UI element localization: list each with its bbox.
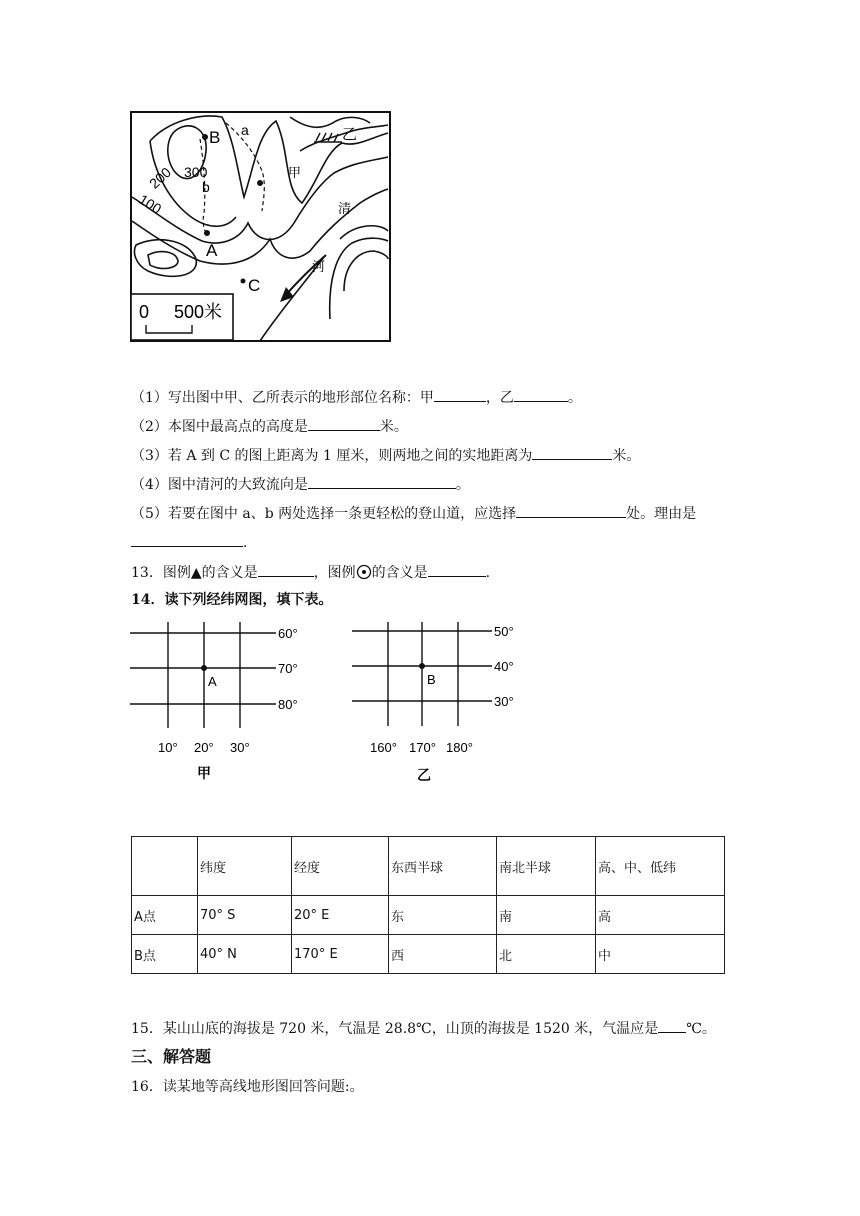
- table-header-cell: 南北半球: [497, 837, 596, 896]
- section-title: 三、解答题: [131, 1047, 212, 1066]
- lon-label-170: 170°: [409, 740, 436, 755]
- lat-label-40: 40°: [494, 659, 514, 674]
- q12-part2: [131, 416, 408, 437]
- scale-zero: 0: [139, 302, 150, 322]
- label-300: 300: [184, 164, 208, 180]
- q13-mid: ，图例: [313, 565, 356, 581]
- table-header-cell: 纬度: [198, 837, 292, 896]
- table-cell: A点: [132, 896, 198, 935]
- q12-part1-end: 。: [567, 390, 582, 406]
- q12-part2-end: 米。: [379, 419, 408, 435]
- q12-part5-tail: .: [243, 535, 248, 551]
- grid-point-A: [201, 665, 207, 671]
- lon-label-10: 10°: [158, 740, 178, 755]
- q15: [131, 1018, 716, 1039]
- q16: 16．读某地等高线地形图回答问题:。: [131, 1079, 364, 1095]
- q14-title: 14．读下列经纬网图，填下表。: [131, 592, 333, 608]
- label-yi: 乙: [342, 126, 358, 143]
- q12-part4-text: （4）图中清河的大致流向是: [131, 477, 308, 493]
- table-cell: 40° N: [198, 935, 292, 974]
- q12-part3: [131, 445, 640, 466]
- label-100: 100: [136, 191, 165, 217]
- q12-part5-end: 处。理由是: [626, 506, 697, 522]
- table-header-cell: [132, 837, 198, 896]
- lon-label-30: 30°: [230, 740, 250, 755]
- contour-map: [130, 111, 392, 343]
- label-jia: 甲: [288, 165, 302, 180]
- q12-part1-text: （1）写出图中甲、乙所表示的地形部位名称：甲: [131, 390, 434, 406]
- answer-blank-yi[interactable]: [514, 387, 568, 402]
- answer-blank-triangle[interactable]: [258, 562, 314, 577]
- lat-label-30: 30°: [494, 694, 514, 709]
- q13-end: .: [485, 565, 491, 581]
- table-cell: 北: [497, 935, 596, 974]
- answer-blank-highest[interactable]: [308, 416, 380, 431]
- capital-circle-icon: [356, 564, 372, 580]
- answer-blank-flow[interactable]: [308, 474, 456, 489]
- label-b: b: [202, 179, 210, 195]
- q12-part3-end: 米。: [612, 448, 641, 464]
- point-jia: [257, 180, 263, 186]
- label-C: C: [248, 276, 261, 295]
- lat-lon-grid-yi: [352, 622, 528, 788]
- answer-blank-jia[interactable]: [434, 387, 486, 402]
- table-cell: 高: [596, 896, 725, 935]
- grid-caption-jia: 甲: [197, 765, 211, 781]
- label-200: 200: [146, 164, 175, 192]
- table-cell: B点: [132, 935, 198, 974]
- q12-part3-text: （3）若 A 到 C 的图上距离为 1 厘米，则两地之间的实地距离为: [131, 448, 533, 464]
- label-a: a: [241, 122, 249, 138]
- table-header-cell: 东西半球: [389, 837, 497, 896]
- q12-part4: [131, 474, 470, 495]
- grid-caption-yi: 乙: [417, 767, 431, 783]
- label-A: A: [206, 241, 218, 260]
- grid-point-B: [419, 663, 425, 669]
- table-cell: 南: [497, 896, 596, 935]
- q13-mid2: 的含义是: [371, 565, 428, 581]
- lon-label-180: 180°: [446, 740, 473, 755]
- table-cell: 西: [389, 935, 497, 974]
- table-cell: 20° E: [292, 896, 389, 935]
- q12-part1: [131, 387, 582, 408]
- grid-point-A-label: A: [208, 674, 217, 689]
- label-he: 河: [312, 259, 326, 274]
- table-header-cell: 经度: [292, 837, 389, 896]
- table-header-row: [132, 837, 725, 896]
- q13: [131, 562, 490, 583]
- answer-blank-reason[interactable]: [131, 532, 243, 547]
- answer-blank-temperature[interactable]: [658, 1018, 686, 1033]
- label-B: B: [209, 128, 221, 147]
- table-header-cell: 高、中、低纬: [596, 837, 725, 896]
- table-cell: 东: [389, 896, 497, 935]
- table-cell: 70° S: [198, 896, 292, 935]
- lon-label-20: 20°: [194, 740, 214, 755]
- lat-label-80: 80°: [278, 697, 298, 712]
- q12-part1-mid: ，乙: [485, 390, 514, 406]
- q15-text: 15．某山山底的海拔是 720 米，气温是 28.8℃，山顶的海拔是 1520 米，气温应是: [131, 1021, 659, 1037]
- lat-lon-grid-jia: [130, 622, 310, 788]
- q13-text: 13．图例▲的含义是: [131, 565, 258, 581]
- q15-end: ℃。: [686, 1021, 716, 1037]
- q12-part4-end: 。: [455, 477, 470, 493]
- label-qing: 清: [338, 201, 352, 216]
- point-C: [241, 279, 246, 284]
- table-row: [132, 935, 725, 974]
- scale-distance: 500米: [174, 302, 223, 322]
- table-cell: 170° E: [292, 935, 389, 974]
- q12-part5-reason: [131, 532, 247, 553]
- point-B: [202, 134, 208, 140]
- grid-point-B-label: B: [427, 672, 436, 687]
- q12-part5-text: （5）若要在图中 a、b 两处选择一条更轻松的登山道，应选择: [131, 506, 517, 522]
- answer-blank-trail[interactable]: [516, 503, 626, 518]
- point-A: [204, 230, 210, 236]
- lon-label-160: 160°: [370, 740, 397, 755]
- coordinates-table: [131, 836, 725, 974]
- lat-label-70: 70°: [278, 661, 298, 676]
- answer-blank-distance[interactable]: [532, 445, 612, 460]
- lat-label-60: 60°: [278, 626, 298, 641]
- table-row: [132, 896, 725, 935]
- q12-part5: [131, 503, 696, 524]
- table-cell: 中: [596, 935, 725, 974]
- lat-label-50: 50°: [494, 624, 514, 639]
- q12-part2-text: （2）本图中最高点的高度是: [131, 419, 308, 435]
- answer-blank-circle[interactable]: [428, 562, 486, 577]
